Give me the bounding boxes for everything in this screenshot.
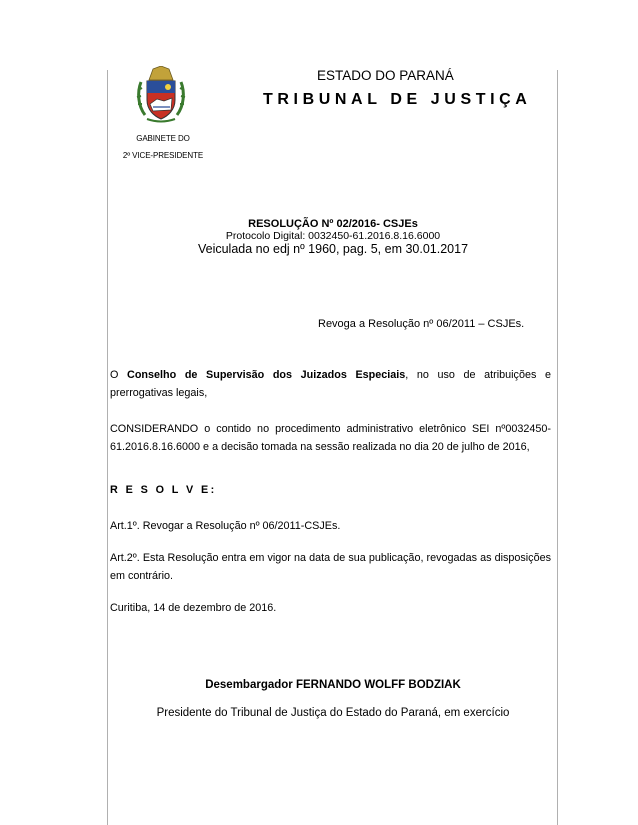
place-date: Curitiba, 14 de dezembro de 2016. xyxy=(110,602,277,614)
court-heading: TRIBUNAL DE JUSTIÇA xyxy=(263,91,532,108)
considering-line-2: 61.2016.8.16.6000 e a decisão tomada na sessão realizada no dia 20 de julho de 2016, xyxy=(110,441,530,453)
article-2-line-2: em contrário. xyxy=(110,570,174,582)
parana-coat-of-arms-icon xyxy=(133,66,189,124)
office-line-2: 2º VICE-PRESIDENTE xyxy=(122,151,204,160)
article-2-line-1: Art.2º. Esta Resolução entra em vigor na data de sua publicação, revogadas as disposições xyxy=(110,552,551,564)
considering-line-1: CONSIDERANDO o contido no procedimento administrativo eletrônico SEI nº0032450- xyxy=(110,423,551,435)
intro-paragraph-line-2: prerrogativas legais, xyxy=(110,387,208,399)
signatory-name: Desembargador FERNANDO WOLFF BODZIAK xyxy=(205,679,461,691)
council-name: Conselho de Supervisão dos Juizados Especiais xyxy=(127,369,406,381)
resolution-publication: Veiculada no edj nº 1960, pag. 5, em 30.01.2017 xyxy=(197,242,469,256)
resolution-summary: Revoga a Resolução nº 06/2011 – CSJEs. xyxy=(318,318,525,330)
resolve-heading: R E S O L V E: xyxy=(110,484,217,496)
office-line-1: GABINETE DO xyxy=(136,134,190,143)
resolution-title: RESOLUÇÃO Nº 02/2016- CSJEs xyxy=(248,218,418,230)
signatory-role: Presidente do Tribunal de Justiça do Estado do Paraná, em exercício xyxy=(156,707,510,719)
article-1: Art.1º. Revogar a Resolução nº 06/2011-CSJEs. xyxy=(110,520,341,532)
intro-paragraph-line-1 xyxy=(110,366,551,384)
state-heading: ESTADO DO PARANÁ xyxy=(317,68,454,83)
intro-prefix: O xyxy=(110,369,128,381)
resolution-protocol: Protocolo Digital: 0032450-61.2016.8.16.6000 xyxy=(225,230,441,242)
intro-suffix: , no uso de atribuições e xyxy=(405,369,551,381)
